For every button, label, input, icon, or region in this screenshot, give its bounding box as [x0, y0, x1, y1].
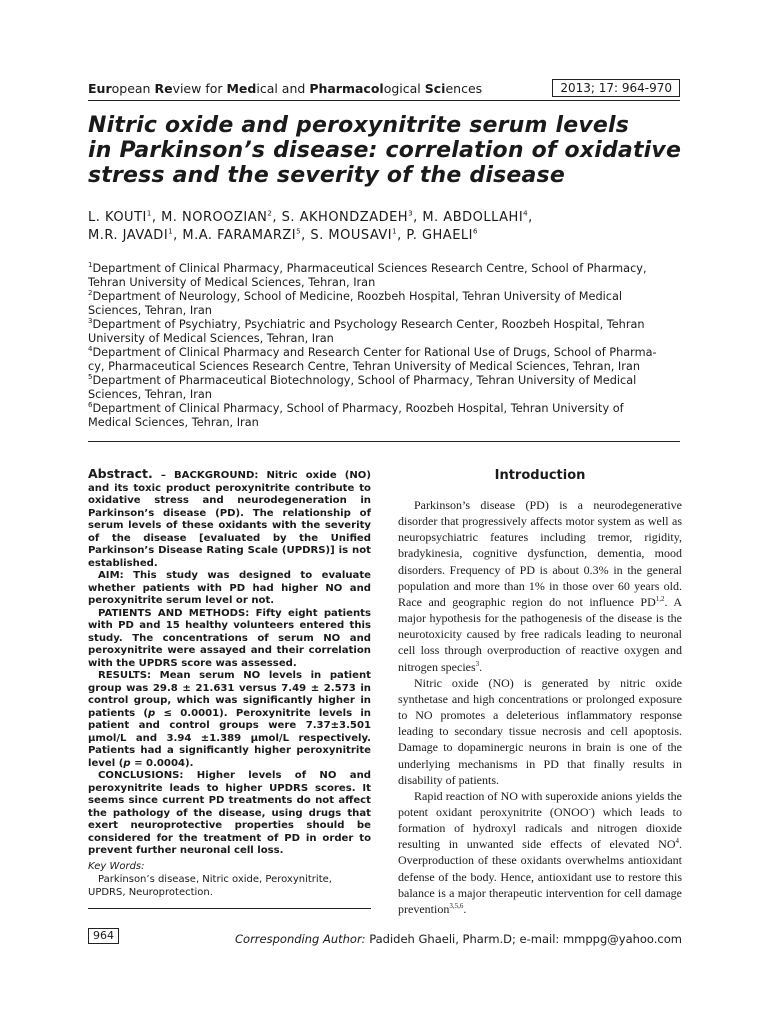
author-affiliation-mark: 5	[296, 227, 302, 236]
affiliation-mark: 4	[88, 345, 93, 354]
affiliation-line: University of Medical Sciences, Tehran, Iran	[88, 332, 334, 345]
introduction-body	[398, 497, 682, 917]
author-name: L. KOUTI	[88, 210, 147, 225]
journal-name-part: Med	[226, 81, 257, 96]
title-line: in Parkinson’s disease: correlation of oxidative	[88, 138, 682, 163]
affiliations-rule	[88, 441, 680, 442]
affiliation-mark: 2	[88, 289, 93, 298]
intro-paragraph-2: Nitric oxide (NO) is generated by nitric oxide synthetase and high concentrations or prolonged exposure to NO promotes a deleterious inflammatory response leading to secondary tissue necrosis and cell apoptosis. Damage to dopaminergic neurons in brain is one of the underlying mechanisms in PD that finally results in disability of patients.	[398, 675, 682, 787]
affiliation-line: $^2$Department of Neurology, School of Medicine, Roozbeh Hospital, Tehran University of Medical	[88, 289, 623, 303]
keywords-label: Key Words:	[88, 861, 145, 872]
abstract-background: Abstract. – BACKGROUND: Nitric oxide (NO) and its toxic product peroxynitrite contribute to oxidative stress and neurodegeneration in Parkinson’s disease (PD). The relationship of serum levels of these oxidants with the severity of the disease [evaluated by the Unified Parkinson’s Disease Rating Scale (UPDRS)] is not established.	[88, 466, 371, 569]
affiliation-line: $^4$Department of Clinical Pharmacy and Research Center for Rational Use of Drugs, School of Pharma-	[88, 345, 657, 359]
author-affiliation-mark: 4	[523, 209, 529, 218]
author-line: L. KOUTI$^1$, M. NOROOZIAN$^2$, S. AKHONDZADEH$^3$, M. ABDOLLAHI$^4$,	[88, 209, 533, 225]
author-line: M.R. JAVADI$^1$, M.A. FARAMARZI$^5$, S. MOUSAVI$^1$, P. GHAELI$^6$	[88, 227, 478, 243]
introduction-heading: Introduction	[494, 468, 586, 483]
abstract-conclusions: CONCLUSIONS: Higher levels of NO and peroxynitrite leads to higher UPDRS scores. It seems since current PD treatments do not affect the pathology of the disease, using drugs that exert neuroprotective properties should be considered for the treatment of PD in order to prevent further neuronal cell loss.	[88, 770, 371, 856]
author-list	[88, 209, 688, 245]
title-line: stress and the severity of the disease	[88, 163, 565, 188]
keywords	[88, 860, 371, 899]
author-name: S. MOUSAVI	[310, 228, 393, 243]
abstract	[88, 468, 371, 858]
article-title	[88, 113, 688, 188]
citation-box: 2013; 17: 964-970	[552, 79, 680, 97]
affiliation-line: $^3$Department of Psychiatry, Psychiatric and Psychology Research Center, Roozbeh Hospital, Tehran	[88, 317, 645, 331]
affiliation-line: $^6$Department of Clinical Pharmacy, School of Pharmacy, Roozbeh Hospital, Tehran University of	[88, 401, 624, 415]
affiliation-mark: 5	[88, 373, 93, 382]
abstract-aim: AIM: This study was designed to evaluate whether patients with PD had higher NO and peroxynitrite serum level or not.	[88, 570, 371, 606]
title-line: Nitric oxide and peroxynitrite serum levels	[88, 113, 630, 138]
affiliation-line: Medical Sciences, Tehran, Iran	[88, 416, 259, 429]
journal-name-part: Eur	[88, 81, 112, 96]
author-name: M. NOROOZIAN	[161, 210, 268, 225]
journal-name-part: ical and	[256, 81, 310, 96]
author-affiliation-mark: 1	[146, 209, 152, 218]
corresponding-author: Corresponding Author: Padideh Ghaeli, Pharm.D; e-mail: mmppg@yahoo.com	[235, 932, 682, 946]
intro-paragraph-1: Parkinson’s disease (PD) is a neurodegenerative disorder that progressively affects motor system as well as neuropsychiatric features including tremor, rigidity, bradykinesia, cognitive dysfunction, dementia, mood disorders. Frequency of PD is about 0.3% in the general population and more than 1% in those over 60 years old. Race and geographic region do not influence PD$^{1,2}$. A major hypothesis for the pathogenesis of the disease is the neurotoxicity caused by free radicals leading to neuronal cell loss through overproduction of reactive oxygen and nitrogen species$^3$.	[398, 498, 682, 674]
author-name: M.R. JAVADI	[88, 228, 169, 243]
abstract-results: RESULTS: Mean serum NO levels in patient group was 29.8 ± 21.631 versus 7.49 ± 2.573 in control group, which was significantly higher in patients (p ≤ 0.0001). Peroxynitrite levels in patient and control groups were 7.37±3.501 µmol/L and 3.94 ±1.389 µmol/L respectively. Patients had a significantly higher peroxynitrite level (p = 0.0004).	[88, 670, 371, 769]
author-name: M.A. FARAMARZI	[182, 228, 297, 243]
header-rule	[88, 100, 680, 101]
affiliation-line: Tehran University of Medical Sciences, Tehran, Iran	[88, 276, 376, 289]
journal-name-part: Sci	[424, 81, 446, 96]
journal-name-part: Pharmacol	[309, 81, 384, 96]
author-name: M. ABDOLLAHI	[422, 210, 524, 225]
affiliation-line: cy, Pharmaceutical Sciences Research Centre, Tehran University of Medical Sciences, Tehran, Iran	[88, 360, 640, 373]
abstract-heading: Abstract.	[88, 466, 153, 481]
author-name: P. GHAELI	[406, 228, 473, 243]
affiliation-mark: 6	[88, 401, 93, 410]
journal-name-part: ogical	[383, 81, 425, 96]
author-name: S. AKHONDZADEH	[281, 210, 409, 225]
affiliation-line: Sciences, Tehran, Iran	[88, 304, 212, 317]
affiliation-line: $^5$Department of Pharmaceutical Biotechnology, School of Pharmacy, Tehran University of Medical	[88, 373, 637, 387]
journal-name	[88, 81, 482, 96]
author-affiliation-mark: 2	[267, 209, 273, 218]
journal-name-part: ences	[445, 81, 483, 96]
author-affiliation-mark: 1	[392, 227, 398, 236]
affiliation-mark: 1	[88, 261, 93, 270]
affiliation-line: $^1$Department of Clinical Pharmacy, Pharmaceutical Sciences Research Centre, School of Pharmacy,	[88, 261, 647, 275]
author-affiliation-mark: 3	[408, 209, 414, 218]
keywords-list: Parkinson’s disease, Nitric oxide, Peroxynitrite, UPDRS, Neuroprotection.	[88, 874, 332, 898]
abstract-rule	[88, 908, 371, 909]
journal-name-part: Re	[154, 81, 173, 96]
journal-name-part: view for	[172, 81, 227, 96]
journal-header	[88, 79, 680, 99]
affiliation-mark: 3	[88, 317, 93, 326]
intro-paragraph-3: Rapid reaction of NO with superoxide anions yields the potent oxidant peroxynitrite (ONOO-) which leads to formation of hydroxyl radicals and nitrogen dioxide resulting in unwanted side effects of elevated $NO^4$. Overproduction of these oxidants overwhelms antioxidant defense of the body. Hence, antioxidant use to restore this balance is a major therapeutic intervention for cell damage prevention$^{3,5,6}$.	[398, 788, 682, 916]
affiliation-line: Sciences, Tehran, Iran	[88, 388, 212, 401]
author-affiliation-mark: 6	[473, 227, 478, 236]
affiliations	[88, 262, 688, 430]
author-affiliation-mark: 1	[168, 227, 174, 236]
abstract-methods: PATIENTS AND METHODS: Fifty eight patients with PD and 15 healthy volunteers entered this study. The concentrations of serum NO and peroxynitrite were assayed and their correlation with the UPDRS score was assessed.	[88, 607, 372, 669]
page-number: 964	[88, 928, 119, 944]
journal-name-part: opean	[111, 81, 155, 96]
